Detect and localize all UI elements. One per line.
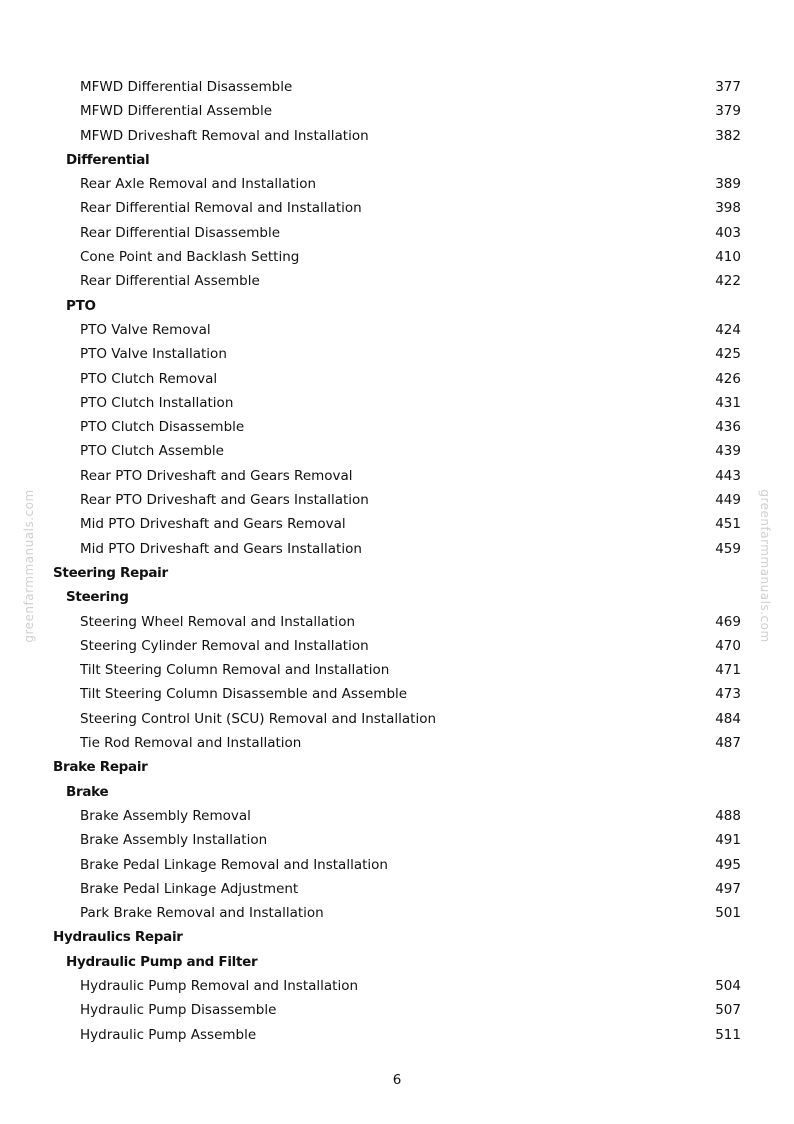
toc-entry-page-number: 426	[715, 370, 741, 387]
toc-entry[interactable]	[0, 75, 794, 99]
toc-entry[interactable]	[0, 731, 794, 755]
toc-entry-page-number: 410	[715, 249, 741, 266]
toc-entry-title: Hydraulic Pump and Filter	[66, 953, 258, 970]
toc-entry-title: Steering Cylinder Removal and Installation	[80, 637, 369, 654]
toc-entry[interactable]	[0, 488, 794, 512]
toc-entry-page-number: 491	[715, 832, 741, 849]
toc-subsection-heading	[0, 148, 794, 172]
toc-entry[interactable]	[0, 1023, 794, 1047]
toc-entry-title: Hydraulic Pump Removal and Installation	[80, 977, 359, 994]
toc-entry-page-number: 495	[715, 856, 741, 873]
toc-entry[interactable]	[0, 172, 794, 196]
toc-entry-page-number: 377	[715, 79, 741, 95]
toc-entry[interactable]	[0, 804, 794, 828]
toc-entry[interactable]	[0, 124, 794, 148]
toc-entry-title: Brake Pedal Linkage Removal and Installation	[80, 856, 388, 873]
toc-entry-page-number: 469	[715, 613, 741, 630]
toc-subsection-heading	[0, 780, 794, 804]
toc-entry-page-number: 459	[715, 540, 741, 557]
toc-entry-page-number: 439	[715, 443, 741, 460]
toc-entry-page-number: 504	[715, 977, 741, 994]
toc-section-heading	[0, 561, 794, 585]
toc-entry-title: PTO Clutch Assemble	[80, 443, 224, 460]
toc-entry-page-number: 424	[715, 321, 741, 338]
toc-entry-title: PTO Valve Installation	[80, 346, 227, 363]
toc-entry[interactable]	[0, 391, 794, 415]
toc-entry-page-number: 451	[715, 516, 741, 533]
toc-entry-title: MFWD Differential Disassemble	[80, 79, 293, 95]
toc-entry-title: Steering Control Unit (SCU) Removal and Installation	[80, 710, 437, 727]
toc-entry-title: PTO Clutch Installation	[80, 394, 234, 411]
toc-entry-title: Rear Axle Removal and Installation	[80, 176, 317, 193]
toc-entry[interactable]	[0, 658, 794, 682]
toc-entry-title: Rear Differential Removal and Installation	[80, 200, 362, 217]
toc-entry-page-number: 382	[715, 127, 741, 144]
toc-entry-title: Brake	[66, 783, 109, 800]
toc-entry-page-number: 471	[715, 662, 741, 679]
toc-entry[interactable]	[0, 634, 794, 658]
toc-entry-page-number: 436	[715, 419, 741, 436]
toc-entry[interactable]	[0, 707, 794, 731]
toc-entry-title: Brake Repair	[53, 759, 148, 776]
toc-entry-page-number: 488	[715, 807, 741, 824]
toc-section-heading	[0, 755, 794, 779]
toc-entry-title: Mid PTO Driveshaft and Gears Installation	[80, 540, 362, 557]
toc-entry[interactable]	[0, 537, 794, 561]
toc-entry-title: Rear PTO Driveshaft and Gears Removal	[80, 467, 353, 484]
toc-entry-page-number: 484	[715, 710, 741, 727]
toc-entry-title: Tie Rod Removal and Installation	[80, 735, 302, 752]
toc-entry[interactable]	[0, 464, 794, 488]
toc-entry-title: Differential	[66, 151, 150, 168]
toc-entry-title: PTO Clutch Disassemble	[80, 419, 245, 436]
toc-entry-title: PTO	[66, 297, 96, 314]
toc-entry-page-number: 425	[715, 346, 741, 363]
table-of-contents	[0, 75, 794, 1047]
toc-entry[interactable]	[0, 439, 794, 463]
toc-entry[interactable]	[0, 318, 794, 342]
toc-entry-title: Brake Assembly Installation	[80, 832, 268, 849]
toc-entry-page-number: 422	[715, 273, 741, 290]
toc-entry-title: Brake Pedal Linkage Adjustment	[80, 880, 299, 897]
toc-entry-page-number: 497	[715, 880, 741, 897]
toc-entry-title: PTO Clutch Removal	[80, 370, 218, 387]
toc-entry-page-number: 449	[715, 492, 741, 509]
page-number: 6	[392, 1072, 402, 1088]
toc-entry[interactable]	[0, 682, 794, 706]
toc-entry[interactable]	[0, 367, 794, 391]
toc-entry[interactable]	[0, 269, 794, 293]
toc-entry-page-number: 507	[715, 1002, 741, 1019]
toc-entry-page-number: 470	[715, 637, 741, 654]
toc-entry-title: Rear Differential Assemble	[80, 273, 260, 290]
toc-entry[interactable]	[0, 998, 794, 1022]
toc-entry[interactable]	[0, 877, 794, 901]
toc-entry-page-number: 501	[715, 905, 741, 922]
toc-entry-title: PTO Valve Removal	[80, 321, 211, 338]
toc-entry[interactable]	[0, 853, 794, 877]
toc-entry-title: Hydraulic Pump Disassemble	[80, 1002, 277, 1019]
toc-entry-title: Rear Differential Disassemble	[80, 224, 281, 241]
toc-entry-page-number: 379	[715, 103, 741, 120]
toc-entry-title: Rear PTO Driveshaft and Gears Installation	[80, 492, 369, 509]
toc-entry[interactable]	[0, 828, 794, 852]
toc-entry-title: Mid PTO Driveshaft and Gears Removal	[80, 516, 346, 533]
toc-entry[interactable]	[0, 342, 794, 366]
watermark-left: greenfarmmanuals.com	[22, 489, 36, 643]
toc-entry[interactable]	[0, 245, 794, 269]
toc-entry-title: Park Brake Removal and Installation	[80, 905, 324, 922]
toc-entry-title: Tilt Steering Column Removal and Installation	[80, 662, 390, 679]
toc-entry-page-number: 431	[715, 394, 741, 411]
toc-entry-page-number: 473	[715, 686, 741, 703]
toc-entry[interactable]	[0, 512, 794, 536]
toc-entry[interactable]	[0, 415, 794, 439]
toc-entry-title: Steering	[66, 589, 129, 606]
toc-entry[interactable]	[0, 901, 794, 925]
toc-entry-title: MFWD Differential Assemble	[80, 103, 273, 120]
toc-entry-page-number: 389	[715, 176, 741, 193]
toc-subsection-heading	[0, 950, 794, 974]
toc-entry-title: Steering Wheel Removal and Installation	[80, 613, 356, 630]
toc-entry-title: Cone Point and Backlash Setting	[80, 249, 300, 266]
toc-entry-title: Hydraulics Repair	[53, 929, 183, 946]
toc-subsection-heading	[0, 585, 794, 609]
toc-entry-title: Tilt Steering Column Disassemble and Assemble	[80, 686, 408, 703]
toc-entry-page-number: 443	[715, 467, 741, 484]
toc-entry-title: Hydraulic Pump Assemble	[80, 1026, 257, 1043]
toc-entry-page-number: 398	[715, 200, 741, 217]
toc-entry-page-number: 487	[715, 735, 741, 752]
toc-entry[interactable]	[0, 610, 794, 634]
toc-entry-title: MFWD Driveshaft Removal and Installation	[80, 127, 369, 144]
toc-entry[interactable]	[0, 974, 794, 998]
toc-entry-page-number: 403	[715, 224, 741, 241]
toc-entry[interactable]	[0, 221, 794, 245]
toc-subsection-heading	[0, 294, 794, 318]
toc-entry-page-number: 511	[715, 1026, 741, 1043]
toc-section-heading	[0, 925, 794, 949]
toc-entry[interactable]	[0, 196, 794, 220]
watermark-right: greenfarmmanuals.com	[758, 489, 772, 643]
toc-entry[interactable]	[0, 99, 794, 123]
toc-entry-title: Steering Repair	[53, 564, 168, 581]
toc-entry-title: Brake Assembly Removal	[80, 807, 251, 824]
